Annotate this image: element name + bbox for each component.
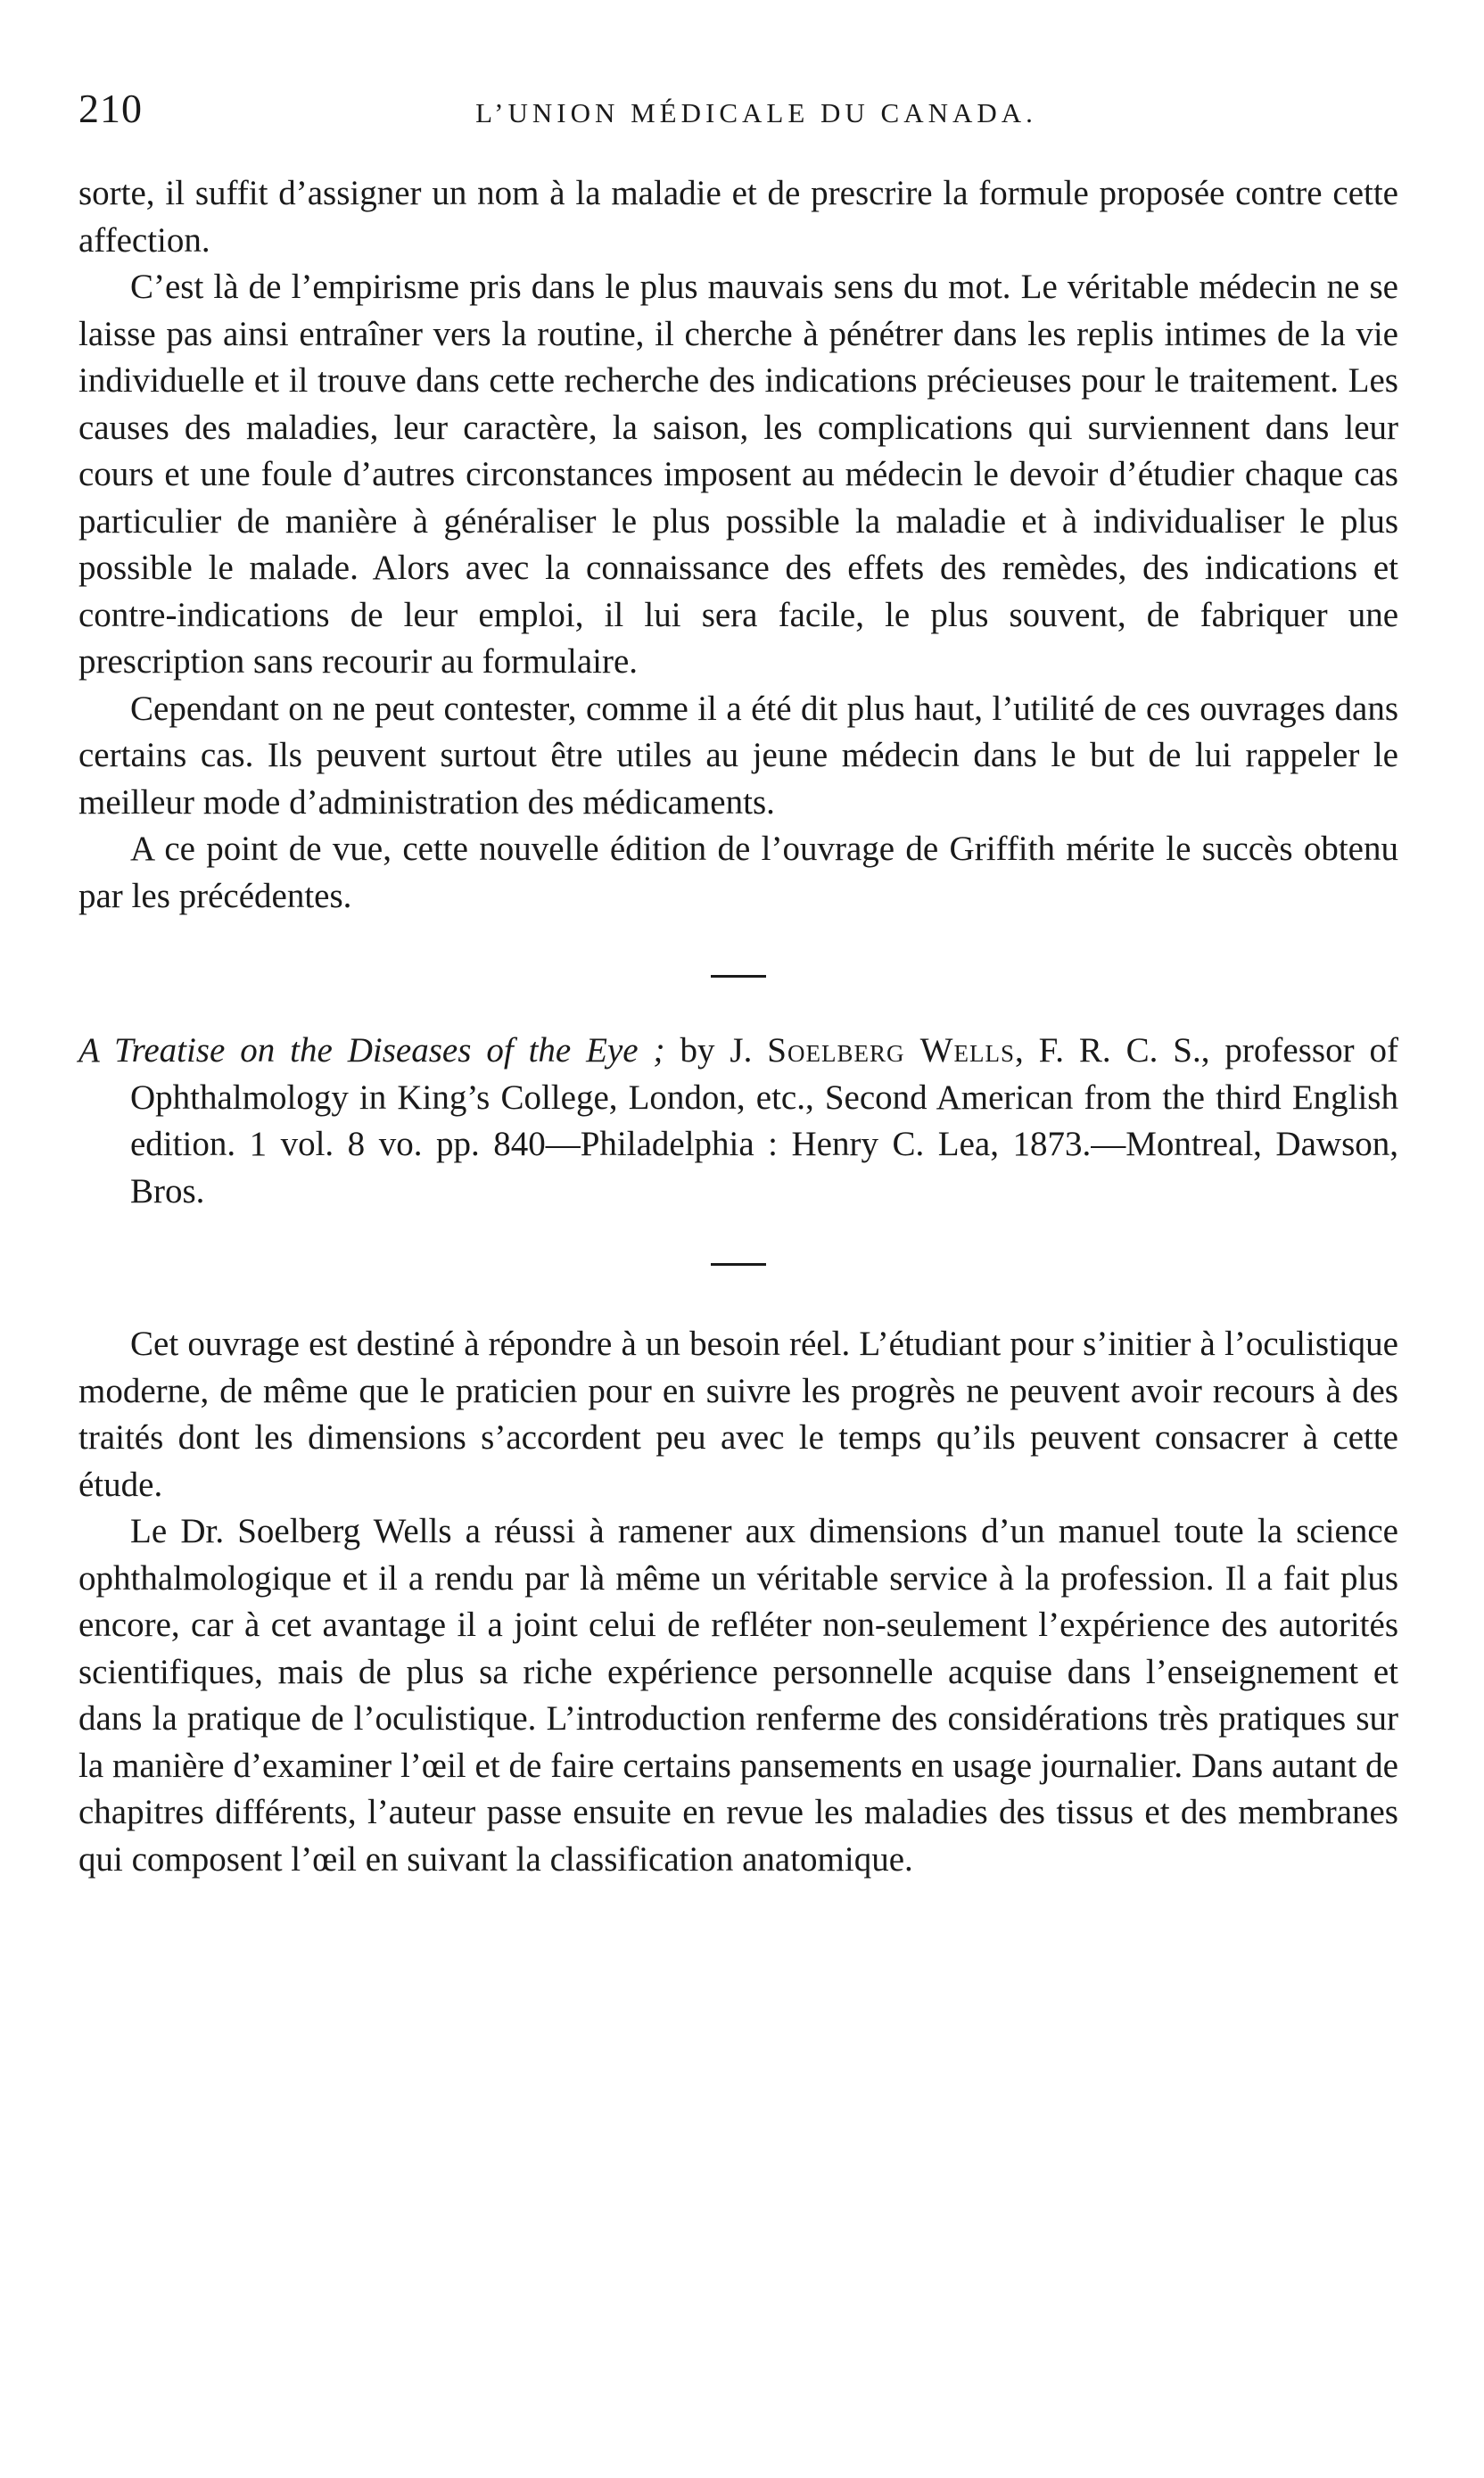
- running-head: L’UNION MÉDICALE DU CANADA.: [475, 97, 1037, 128]
- paragraph: Cependant on ne peut contester, comme il a été dit plus haut, l’utilité de ces ouvrages dans certains cas. Ils peuvent surtout être utiles au jeune médecin dans le but de lui rappeler le meilleur mode d’administration des médicaments.: [78, 689, 1398, 822]
- page-number: 210: [78, 86, 143, 131]
- review-section-eye-treatise: [78, 1321, 1398, 1883]
- section-divider: [711, 975, 766, 978]
- document-page: [78, 85, 1398, 1883]
- citation-details: , F. R. C. S., professor of Ophthalmology in King’s College, London, etc., Second American from the third English edition. 1 vol. 8 vo. pp. 840—Philadelphia : Henry C. Lea, 1873.—Montreal, Dawson, Bros.: [130, 1031, 1398, 1210]
- page-header: [78, 85, 1398, 147]
- review-section-formulary: [78, 170, 1398, 920]
- paragraph: Le Dr. Soelberg Wells a réussi à ramener aux dimensions d’un manuel toute la science ophthalmologique et il a rendu par là même un véritable service à la profession. Il a fait plus encore, car à cet avantage il a joint celui de refléter non-seulement l’expérience des autorités scientifiques, mais de plus sa riche expérience personnelle acquise dans l’enseignement et dans la pratique de l’oculistique. L’introduction renferme des considérations très pratiques sur la manière d’examiner l’œil et de faire certains pansements en usage journalier. Dans autant de chapitres différents, l’auteur passe ensuite en revue les maladies des tissus et des membranes qui composent l’œil en suivant la classification anatomique.: [78, 1512, 1398, 1879]
- paragraph: Cet ouvrage est destiné à répondre à un besoin réel. L’étudiant pour s’initier à l’oculistique moderne, de même que le praticien pour en suivre les progrès ne peuvent avoir recours à des traités dont les dimensions s’accordent peu avec le temps qu’ils peuvent consacrer à cette étude.: [78, 1325, 1398, 1504]
- paragraph: sorte, il suffit d’assigner un nom à la maladie et de prescrire la formule proposée contre cette affection.: [78, 174, 1398, 260]
- paragraph: A ce point de vue, cette nouvelle édition de l’ouvrage de Griffith mérite le succès obtenu par les précédentes.: [78, 830, 1398, 915]
- book-citation: [78, 1028, 1398, 1215]
- book-author: Soelberg Wells: [767, 1031, 1015, 1070]
- paragraph: C’est là de l’empirisme pris dans le plus mauvais sens du mot. Le véritable médecin ne se laisse pas ainsi entraîner vers la routine, il cherche à pénétrer dans les replis intimes de la vie individuelle et il trouve dans cette recherche des indications précieuses pour le traitement. Les causes des maladies, leur caractère, la saison, les complications qui surviennent dans leur cours et une foule d’autres circonstances imposent au médecin le devoir d’étudier chaque cas particulier de manière à généraliser le plus possible la maladie et à individualiser le plus possible le malade. Alors avec la connaissance des effets des remèdes, des indications et contre-indications de leur emploi, il lui sera facile, le plus souvent, de fabriquer une prescription sans recourir au formulaire.: [78, 268, 1398, 681]
- book-title: A Treatise on the Diseases of the Eye ;: [78, 1031, 665, 1070]
- citation-by: by J.: [664, 1031, 768, 1070]
- section-divider: [711, 1263, 766, 1266]
